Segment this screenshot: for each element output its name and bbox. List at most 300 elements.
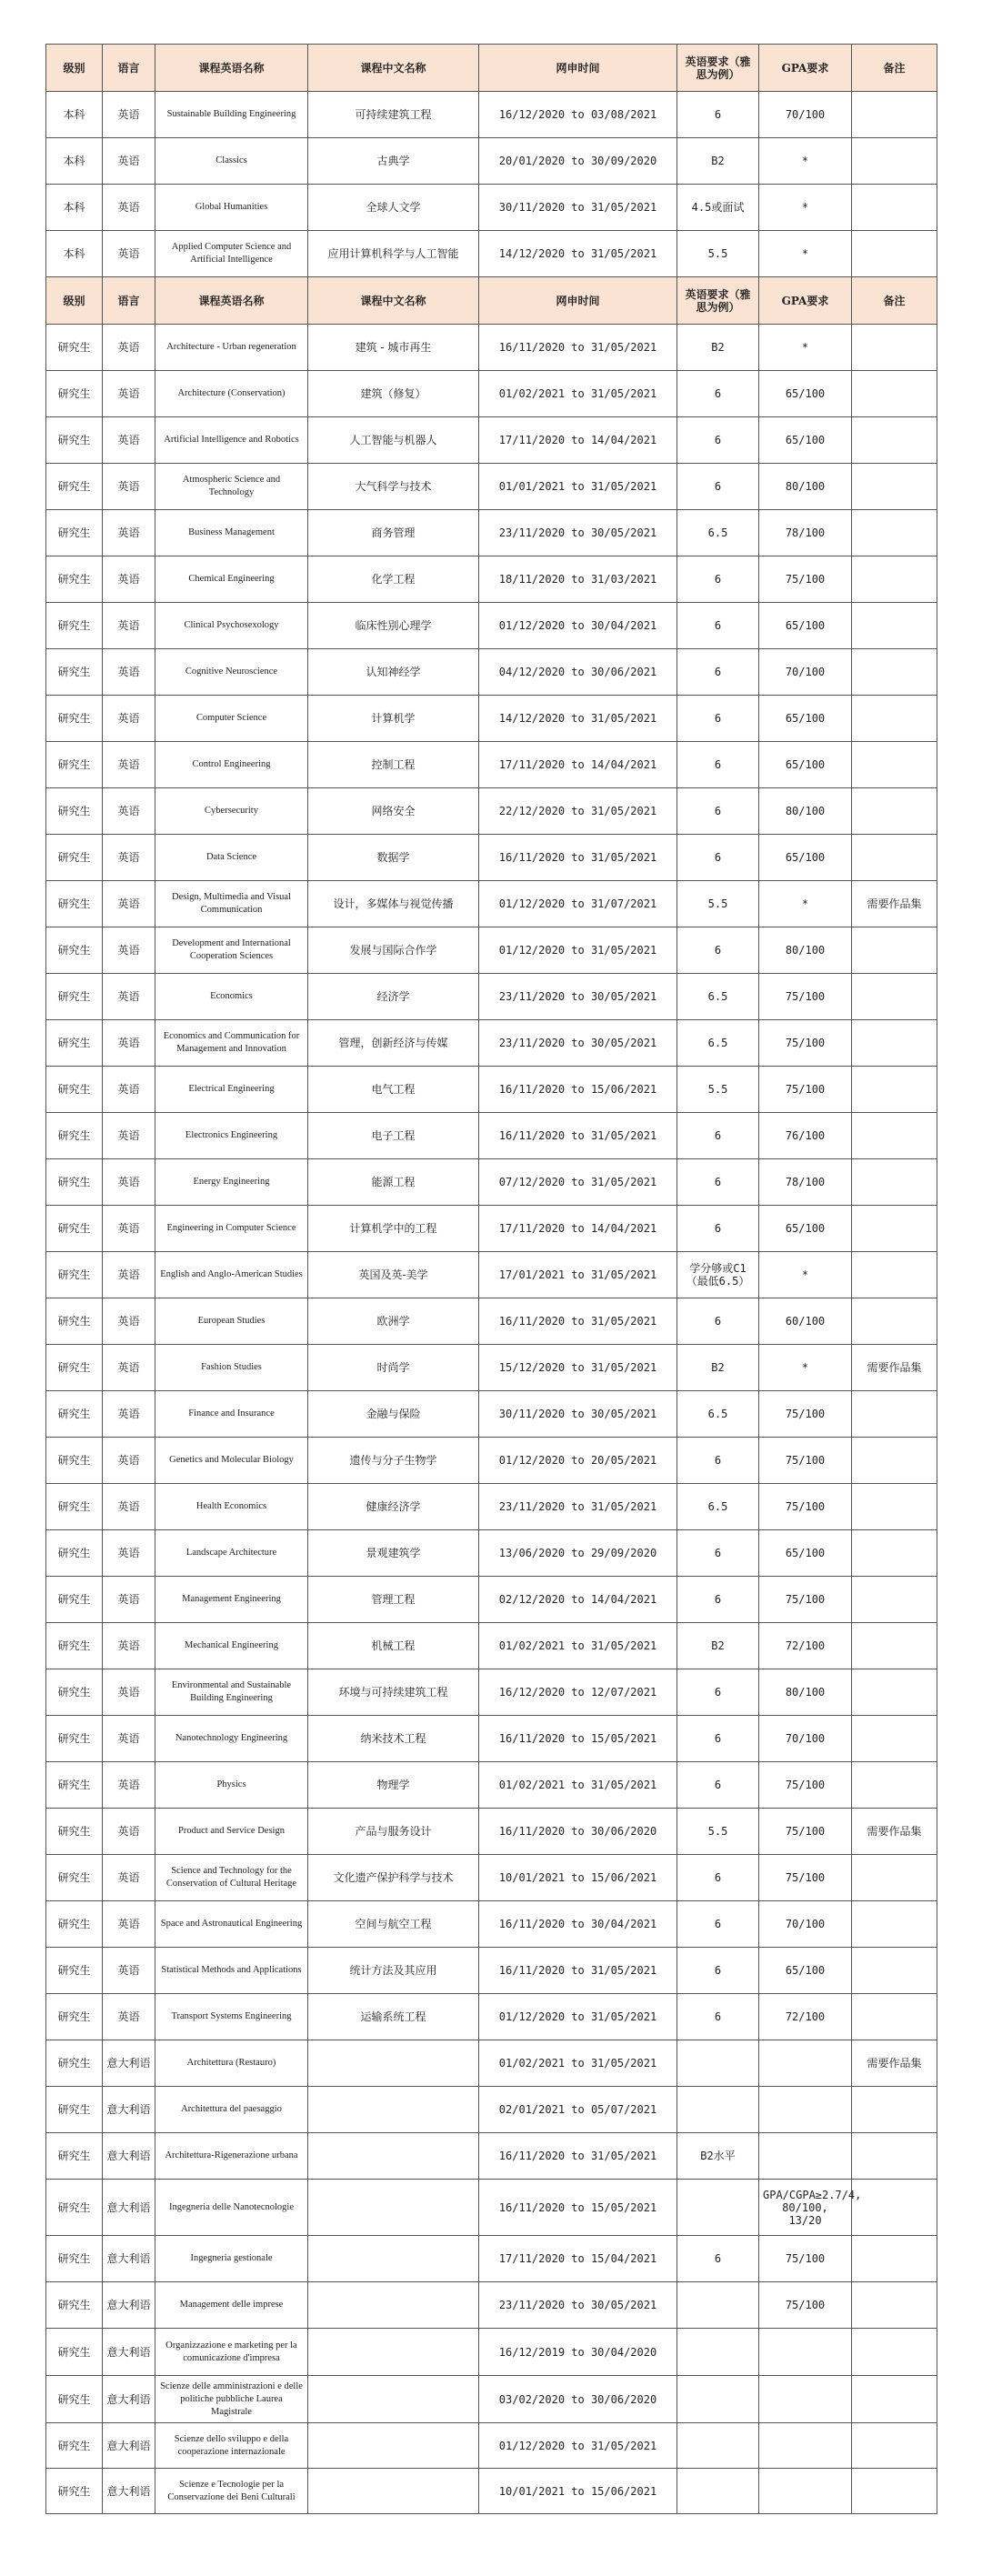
cell-level: 研究生 [46,1530,103,1577]
cell-english-requirement: B2 [677,325,759,371]
cell-application-period: 16/11/2020 to 31/05/2021 [479,835,677,881]
cell-language: 英语 [103,92,155,138]
cell-notes [852,788,937,835]
cell-course-english-name: Nanotechnology Engineering [155,1716,308,1762]
cell-application-period: 01/02/2021 to 31/05/2021 [479,1762,677,1809]
cell-course-english-name: Economics and Communication for Management and Innovation [155,1020,308,1067]
cell-course-chinese-name: 设计，多媒体与视觉传播 [308,881,479,927]
cell-application-period: 16/11/2020 to 31/05/2021 [479,1948,677,1994]
cell-level: 研究生 [46,927,103,974]
cell-course-chinese-name [308,2180,479,2236]
cell-english-requirement: 6 [677,556,759,603]
cell-course-english-name: Ingegneria delle Nanotecnologie [155,2180,308,2236]
cell-gpa-requirement: * [759,881,852,927]
cell-language: 英语 [103,371,155,417]
cell-language: 英语 [103,417,155,464]
cell-course-english-name: European Studies [155,1298,308,1345]
cell-notes [852,927,937,974]
cell-course-chinese-name: 管理，创新经济与传媒 [308,1020,479,1067]
cell-course-english-name: Electronics Engineering [155,1113,308,1159]
cell-course-chinese-name: 控制工程 [308,742,479,788]
cell-course-english-name: Computer Science [155,696,308,742]
cell-gpa-requirement: 70/100 [759,1901,852,1948]
cell-notes [852,2469,937,2514]
cell-english-requirement: 6 [677,742,759,788]
table-row [46,1530,937,1577]
table-row [46,2236,937,2282]
cell-course-chinese-name: 空间与航空工程 [308,1901,479,1948]
cell-gpa-requirement: 65/100 [759,371,852,417]
header-application-period: 网申时间 [479,45,677,92]
cell-level: 研究生 [46,1994,103,2040]
cell-language: 英语 [103,556,155,603]
cell-language: 英语 [103,881,155,927]
header-course-english-name: 课程英语名称 [155,45,308,92]
cell-course-english-name: Genetics and Molecular Biology [155,1438,308,1484]
cell-application-period: 01/01/2021 to 31/05/2021 [479,464,677,510]
cell-notes: 需要作品集 [852,1345,937,1391]
cell-course-chinese-name: 人工智能与机器人 [308,417,479,464]
cell-english-requirement: 6.5 [677,510,759,556]
cell-course-chinese-name [308,2376,479,2423]
cell-language: 英语 [103,1762,155,1809]
cell-english-requirement: 6 [677,649,759,696]
cell-english-requirement: 6 [677,835,759,881]
table-row [46,1669,937,1716]
cell-notes [852,1530,937,1577]
cell-gpa-requirement: 75/100 [759,556,852,603]
cell-english-requirement: 6 [677,1298,759,1345]
cell-level: 研究生 [46,2133,103,2180]
cell-level: 研究生 [46,1113,103,1159]
cell-course-english-name: Architecture (Conservation) [155,371,308,417]
cell-gpa-requirement: * [759,231,852,277]
cell-gpa-requirement: 78/100 [759,1159,852,1206]
cell-gpa-requirement [759,2376,852,2423]
cell-application-period: 16/11/2020 to 31/05/2021 [479,325,677,371]
cell-course-english-name: Business Management [155,510,308,556]
cell-english-requirement: 6 [677,417,759,464]
cell-level: 研究生 [46,1438,103,1484]
cell-application-period: 01/12/2020 to 30/04/2021 [479,603,677,649]
cell-course-chinese-name: 景观建筑学 [308,1530,479,1577]
cell-gpa-requirement: 75/100 [759,1762,852,1809]
cell-application-period: 16/12/2019 to 30/04/2020 [479,2329,677,2376]
cell-gpa-requirement: 65/100 [759,1206,852,1252]
cell-english-requirement: 6 [677,1716,759,1762]
cell-gpa-requirement: 80/100 [759,1669,852,1716]
table-row [46,603,937,649]
cell-gpa-requirement: 75/100 [759,2282,852,2329]
cell-course-english-name: Fashion Studies [155,1345,308,1391]
cell-gpa-requirement: 75/100 [759,1391,852,1438]
cell-level: 本科 [46,185,103,231]
cell-application-period: 16/11/2020 to 31/05/2021 [479,1113,677,1159]
cell-gpa-requirement: * [759,185,852,231]
cell-course-english-name: Cognitive Neuroscience [155,649,308,696]
cell-course-english-name: Classics [155,138,308,185]
cell-course-chinese-name: 经济学 [308,974,479,1020]
cell-language: 英语 [103,185,155,231]
cell-course-english-name: Electrical Engineering [155,1067,308,1113]
cell-english-requirement: 6 [677,1669,759,1716]
cell-gpa-requirement [759,2133,852,2180]
cell-application-period: 01/12/2020 to 20/05/2021 [479,1438,677,1484]
cell-course-english-name: Mechanical Engineering [155,1623,308,1669]
table-row [46,556,937,603]
cell-course-chinese-name [308,2087,479,2133]
cell-notes [852,510,937,556]
cell-gpa-requirement: 72/100 [759,1994,852,2040]
cell-english-requirement: B2 [677,1623,759,1669]
cell-gpa-requirement: GPA/CGPA≥2.7/4, 80/100, 13/20 [759,2180,852,2236]
cell-english-requirement: 6 [677,464,759,510]
cell-language: 英语 [103,788,155,835]
cell-language: 英语 [103,138,155,185]
cell-course-chinese-name: 古典学 [308,138,479,185]
cell-language: 英语 [103,1530,155,1577]
cell-gpa-requirement [759,2087,852,2133]
cell-level: 研究生 [46,1020,103,1067]
cell-application-period: 17/11/2020 to 14/04/2021 [479,1206,677,1252]
cell-level: 研究生 [46,1577,103,1623]
cell-course-english-name: Economics [155,974,308,1020]
cell-course-chinese-name: 运输系统工程 [308,1994,479,2040]
cell-notes [852,1113,937,1159]
cell-gpa-requirement: 65/100 [759,603,852,649]
cell-course-chinese-name: 数据学 [308,835,479,881]
cell-english-requirement: 6 [677,696,759,742]
table-row [46,742,937,788]
cell-notes [852,185,937,231]
cell-course-english-name: Statistical Methods and Applications [155,1948,308,1994]
cell-course-english-name: Applied Computer Science and Artificial Intelligence [155,231,308,277]
cell-english-requirement: 学分够或C1（最低6.5） [677,1252,759,1298]
cell-gpa-requirement: 65/100 [759,835,852,881]
cell-course-chinese-name: 发展与国际合作学 [308,927,479,974]
cell-level: 研究生 [46,2469,103,2514]
cell-application-period: 16/11/2020 to 30/06/2020 [479,1809,677,1855]
cell-language: 英语 [103,1809,155,1855]
cell-gpa-requirement: 65/100 [759,417,852,464]
cell-notes [852,2423,937,2469]
cell-course-english-name: Sustainable Building Engineering [155,92,308,138]
header-english-requirement: 英语要求（雅思为例） [677,277,759,325]
cell-gpa-requirement: 75/100 [759,2236,852,2282]
cell-course-english-name: Clinical Psychosexology [155,603,308,649]
cell-english-requirement [677,2087,759,2133]
cell-level: 研究生 [46,2040,103,2087]
cell-language: 英语 [103,1206,155,1252]
cell-level: 研究生 [46,2282,103,2329]
cell-application-period: 23/11/2020 to 30/05/2021 [479,1020,677,1067]
cell-english-requirement: 6 [677,1530,759,1577]
table-row [46,185,937,231]
cell-course-english-name: Architettura-Rigenerazione urbana [155,2133,308,2180]
cell-english-requirement: 5.5 [677,231,759,277]
cell-english-requirement: 6.5 [677,1020,759,1067]
table-row [46,464,937,510]
cell-gpa-requirement: 76/100 [759,1113,852,1159]
table-row [46,1067,937,1113]
cell-notes [852,1577,937,1623]
cell-language: 英语 [103,1669,155,1716]
cell-course-chinese-name: 可持续建筑工程 [308,92,479,138]
cell-course-chinese-name: 机械工程 [308,1623,479,1669]
cell-course-chinese-name [308,2040,479,2087]
cell-course-chinese-name [308,2236,479,2282]
cell-application-period: 04/12/2020 to 30/06/2021 [479,649,677,696]
table-row [46,2329,937,2376]
table-row [46,1716,937,1762]
header-row [46,45,937,92]
cell-course-english-name: Physics [155,1762,308,1809]
cell-level: 研究生 [46,2329,103,2376]
cell-notes [852,1623,937,1669]
cell-language: 英语 [103,1484,155,1530]
cell-application-period: 02/01/2021 to 05/07/2021 [479,2087,677,2133]
cell-gpa-requirement: 65/100 [759,1530,852,1577]
table-row [46,325,937,371]
cell-language: 意大利语 [103,2180,155,2236]
table-row [46,927,937,974]
cell-language: 意大利语 [103,2282,155,2329]
cell-level: 研究生 [46,1206,103,1252]
cell-gpa-requirement [759,2469,852,2514]
cell-course-chinese-name: 建筑（修复） [308,371,479,417]
cell-gpa-requirement: * [759,138,852,185]
cell-language: 英语 [103,1113,155,1159]
table-row [46,2040,937,2087]
cell-course-chinese-name [308,2469,479,2514]
cell-language: 英语 [103,1438,155,1484]
cell-level: 研究生 [46,1391,103,1438]
cell-application-period: 15/12/2020 to 31/05/2021 [479,1345,677,1391]
table-row [46,1948,937,1994]
cell-language: 英语 [103,1020,155,1067]
cell-level: 研究生 [46,1067,103,1113]
cell-level: 研究生 [46,2236,103,2282]
cell-english-requirement: B2 [677,1345,759,1391]
cell-english-requirement: 6 [677,1994,759,2040]
cell-gpa-requirement: 72/100 [759,1623,852,1669]
table-row [46,92,937,138]
cell-english-requirement: 6 [677,1577,759,1623]
cell-notes [852,1438,937,1484]
cell-english-requirement: 6 [677,1901,759,1948]
cell-level: 研究生 [46,325,103,371]
cell-course-english-name: Energy Engineering [155,1159,308,1206]
cell-course-english-name: Control Engineering [155,742,308,788]
table-row [46,835,937,881]
cell-course-chinese-name [308,2282,479,2329]
table-row [46,2469,937,2514]
table-row [46,2423,937,2469]
cell-notes [852,1855,937,1901]
cell-gpa-requirement: 75/100 [759,1577,852,1623]
cell-application-period: 02/12/2020 to 14/04/2021 [479,1577,677,1623]
cell-level: 研究生 [46,1159,103,1206]
cell-application-period: 22/12/2020 to 31/05/2021 [479,788,677,835]
cell-language: 意大利语 [103,2376,155,2423]
cell-gpa-requirement [759,2423,852,2469]
cell-english-requirement [677,2376,759,2423]
cell-level: 研究生 [46,1948,103,1994]
header-language: 语言 [103,45,155,92]
cell-application-period: 16/11/2020 to 15/06/2021 [479,1067,677,1113]
cell-level: 研究生 [46,696,103,742]
cell-course-chinese-name: 英国及英-美学 [308,1252,479,1298]
cell-course-english-name: Ingegneria gestionale [155,2236,308,2282]
cell-level: 研究生 [46,1901,103,1948]
cell-level: 研究生 [46,371,103,417]
cell-english-requirement [677,2423,759,2469]
header-course-chinese-name: 课程中文名称 [308,277,479,325]
cell-application-period: 13/06/2020 to 29/09/2020 [479,1530,677,1577]
cell-course-chinese-name: 欧洲学 [308,1298,479,1345]
cell-course-english-name: Architettura del paesaggio [155,2087,308,2133]
cell-language: 英语 [103,1994,155,2040]
cell-language: 英语 [103,835,155,881]
cell-course-english-name: Atmospheric Science and Technology [155,464,308,510]
cell-application-period: 16/11/2020 to 15/05/2021 [479,2180,677,2236]
cell-notes [852,1206,937,1252]
cell-gpa-requirement: 75/100 [759,1484,852,1530]
cell-notes [852,603,937,649]
cell-notes [852,974,937,1020]
cell-level: 研究生 [46,2087,103,2133]
table-row [46,1855,937,1901]
cell-language: 意大利语 [103,2329,155,2376]
cell-gpa-requirement: 65/100 [759,742,852,788]
cell-level: 研究生 [46,1345,103,1391]
cell-application-period: 01/12/2020 to 31/05/2021 [479,1994,677,2040]
cell-application-period: 07/12/2020 to 31/05/2021 [479,1159,677,1206]
cell-language: 英语 [103,649,155,696]
cell-language: 英语 [103,1948,155,1994]
cell-course-english-name: Cybersecurity [155,788,308,835]
table-row [46,1345,937,1391]
cell-application-period: 20/01/2020 to 30/09/2020 [479,138,677,185]
cell-level: 研究生 [46,464,103,510]
cell-language: 英语 [103,1345,155,1391]
header-row [46,277,937,325]
cell-course-chinese-name: 计算机学中的工程 [308,1206,479,1252]
cell-english-requirement: 6 [677,1948,759,1994]
cell-language: 意大利语 [103,2236,155,2282]
table-row [46,2180,937,2236]
cell-application-period: 23/11/2020 to 31/05/2021 [479,1484,677,1530]
header-english-requirement: 英语要求（雅思为例） [677,45,759,92]
cell-language: 英语 [103,1391,155,1438]
cell-notes [852,2180,937,2236]
cell-gpa-requirement: * [759,1345,852,1391]
cell-language: 英语 [103,464,155,510]
table-row [46,1206,937,1252]
cell-english-requirement [677,2469,759,2514]
cell-level: 研究生 [46,417,103,464]
cell-course-english-name: Scienze e Tecnologie per la Conservazione dei Beni Culturali [155,2469,308,2514]
cell-notes [852,371,937,417]
cell-level: 研究生 [46,2423,103,2469]
cell-notes [852,1298,937,1345]
cell-level: 研究生 [46,1484,103,1530]
table-row [46,1438,937,1484]
cell-notes [852,2376,937,2423]
cell-level: 本科 [46,92,103,138]
cell-level: 研究生 [46,881,103,927]
cell-language: 英语 [103,1067,155,1113]
header-language: 语言 [103,277,155,325]
cell-application-period: 03/02/2020 to 30/06/2020 [479,2376,677,2423]
cell-english-requirement: 6 [677,2236,759,2282]
cell-language: 意大利语 [103,2423,155,2469]
cell-level: 研究生 [46,649,103,696]
cell-level: 研究生 [46,603,103,649]
cell-notes [852,1901,937,1948]
header-application-period: 网申时间 [479,277,677,325]
table-row [46,881,937,927]
table-row [46,2376,937,2423]
cell-language: 英语 [103,1855,155,1901]
cell-english-requirement: 6 [677,371,759,417]
cell-notes [852,325,937,371]
cell-application-period: 18/11/2020 to 31/03/2021 [479,556,677,603]
cell-language: 英语 [103,1623,155,1669]
cell-application-period: 17/11/2020 to 15/04/2021 [479,2236,677,2282]
cell-course-english-name: Organizzazione e marketing per la comunicazione d'impresa [155,2329,308,2376]
cell-application-period: 17/01/2021 to 31/05/2021 [479,1252,677,1298]
cell-notes [852,1484,937,1530]
cell-gpa-requirement: 75/100 [759,1020,852,1067]
cell-english-requirement: 6.5 [677,1484,759,1530]
cell-application-period: 10/01/2021 to 15/06/2021 [479,2469,677,2514]
cell-notes [852,649,937,696]
cell-course-english-name: Scienze delle amministrazioni e delle politiche pubbliche Laurea Magistrale [155,2376,308,2423]
cell-course-english-name: Data Science [155,835,308,881]
table-row [46,1484,937,1530]
cell-language: 意大利语 [103,2133,155,2180]
cell-language: 英语 [103,927,155,974]
cell-course-chinese-name: 纳米技术工程 [308,1716,479,1762]
cell-course-english-name: English and Anglo-American Studies [155,1252,308,1298]
cell-course-chinese-name [308,2329,479,2376]
cell-gpa-requirement: 78/100 [759,510,852,556]
cell-level: 研究生 [46,1762,103,1809]
cell-application-period: 01/12/2020 to 31/05/2021 [479,927,677,974]
cell-gpa-requirement: 75/100 [759,1067,852,1113]
header-course-chinese-name: 课程中文名称 [308,45,479,92]
cell-notes [852,1948,937,1994]
cell-course-chinese-name: 环境与可持续建筑工程 [308,1669,479,1716]
cell-application-period: 16/12/2020 to 12/07/2021 [479,1669,677,1716]
cell-notes [852,1994,937,2040]
cell-language: 英语 [103,696,155,742]
cell-application-period: 17/11/2020 to 14/04/2021 [479,417,677,464]
cell-english-requirement: 6 [677,1206,759,1252]
cell-language: 英语 [103,1577,155,1623]
cell-application-period: 30/11/2020 to 30/05/2021 [479,1391,677,1438]
cell-application-period: 01/12/2020 to 31/07/2021 [479,881,677,927]
cell-course-english-name: Development and International Cooperation Sciences [155,927,308,974]
cell-english-requirement: 6 [677,1762,759,1809]
cell-level: 研究生 [46,1809,103,1855]
cell-application-period: 16/11/2020 to 30/04/2021 [479,1901,677,1948]
cell-notes [852,2133,937,2180]
table-row [46,2087,937,2133]
cell-gpa-requirement: 65/100 [759,696,852,742]
cell-language: 英语 [103,974,155,1020]
